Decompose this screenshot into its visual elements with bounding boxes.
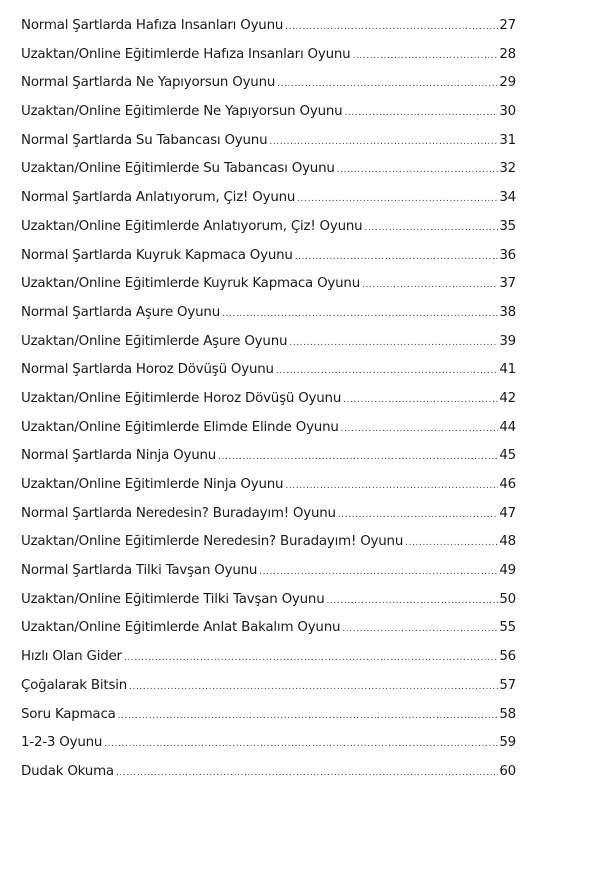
toc-entry-title: Uzaktan/Online Eğitimlerde Horoz Dövüşü Oyunu bbox=[21, 390, 342, 406]
toc-entry-page: 38 bbox=[499, 304, 516, 320]
toc-entry-title: Dudak Okuma bbox=[21, 763, 114, 779]
dot-leader bbox=[364, 223, 498, 233]
dot-leader bbox=[352, 51, 498, 61]
toc-entry[interactable] bbox=[21, 506, 516, 535]
dot-leader bbox=[116, 768, 498, 778]
toc-entry-page: 41 bbox=[499, 362, 516, 378]
toc-entry-title: Uzaktan/Online Eğitimlerde Anlatıyorum, Çiz! Oyunu bbox=[21, 218, 363, 234]
dot-leader bbox=[344, 108, 498, 118]
toc-entry-page: 46 bbox=[499, 477, 516, 492]
toc-entry-page: 42 bbox=[499, 390, 516, 406]
toc-entry[interactable] bbox=[21, 477, 516, 506]
dot-leader bbox=[218, 452, 498, 462]
toc-entry[interactable] bbox=[21, 276, 516, 305]
dot-leader bbox=[276, 366, 499, 376]
dot-leader bbox=[277, 79, 498, 89]
toc-entry-page: 50 bbox=[499, 591, 516, 607]
toc-entry-page: 45 bbox=[499, 448, 516, 464]
toc-entry[interactable] bbox=[21, 592, 516, 621]
dot-leader bbox=[259, 567, 498, 577]
toc-entry[interactable] bbox=[21, 47, 516, 76]
toc-entry[interactable] bbox=[21, 563, 516, 592]
toc-entry-page: 44 bbox=[499, 419, 516, 435]
toc-entry[interactable] bbox=[21, 334, 516, 363]
toc-entry-title: Normal Şartlarda Aşure Oyunu bbox=[21, 304, 220, 320]
toc-entry[interactable] bbox=[21, 707, 516, 736]
toc-entry-page: 56 bbox=[499, 649, 516, 665]
dot-leader bbox=[327, 596, 499, 606]
dot-leader bbox=[297, 194, 498, 204]
toc-entry-title: Uzaktan/Online Eğitimlerde Kuyruk Kapmaca Oyunu bbox=[21, 276, 360, 292]
toc-entry-page: 29 bbox=[499, 75, 516, 91]
toc-entry-title: Uzaktan/Online Eğitimlerde Ninja Oyunu bbox=[21, 477, 284, 492]
toc-entry-page: 55 bbox=[499, 620, 516, 636]
toc-entry-title: Uzaktan/Online Eğitimlerde Aşure Oyunu bbox=[21, 333, 288, 349]
toc-entry-page: 48 bbox=[499, 534, 516, 550]
toc-entry[interactable] bbox=[21, 534, 516, 563]
toc-entry-title: Uzaktan/Online Eğitimlerde Neredesin? Buradayım! Oyunu bbox=[21, 534, 404, 550]
toc-entry-title: Normal Şartlarda Ninja Oyunu bbox=[21, 448, 217, 464]
toc-entry-title: Normal Şartlarda Tilki Tavşan Oyunu bbox=[21, 563, 258, 579]
toc-entry-page: 28 bbox=[499, 46, 516, 62]
dot-leader bbox=[285, 481, 498, 491]
toc-entry[interactable] bbox=[21, 620, 516, 649]
toc-entry-page: 39 bbox=[499, 333, 516, 349]
toc-entry-page: 34 bbox=[499, 190, 516, 206]
dot-leader bbox=[104, 739, 498, 749]
toc-entry[interactable] bbox=[21, 649, 516, 678]
toc-entry-title: Soru Kapmaca bbox=[21, 706, 116, 722]
toc-entry[interactable] bbox=[21, 190, 516, 219]
dot-leader bbox=[222, 309, 498, 319]
toc-entry-title: Uzaktan/Online Eğitimlerde Hafıza İnsanları Oyunu bbox=[21, 46, 351, 62]
toc-entry-page: 36 bbox=[499, 247, 516, 263]
toc-entry[interactable] bbox=[21, 448, 516, 477]
toc-entry[interactable] bbox=[21, 420, 516, 449]
toc-entry-title: Çoğalarak Bitsin bbox=[21, 677, 128, 693]
toc-entry[interactable] bbox=[21, 305, 516, 334]
toc-entry-title: Normal Şartlarda Anlatıyorum, Çiz! Oyunu bbox=[21, 190, 296, 206]
toc-entry[interactable] bbox=[21, 104, 516, 133]
toc-entry-page: 35 bbox=[499, 218, 516, 234]
toc-entry[interactable] bbox=[21, 678, 516, 707]
toc-entry[interactable] bbox=[21, 161, 516, 190]
dot-leader bbox=[269, 137, 498, 147]
toc-entry-title: 1-2-3 Oyunu bbox=[21, 735, 103, 751]
toc-entry-title: Normal Şartlarda Hafıza İnsanları Oyunu bbox=[21, 18, 284, 33]
toc-entry-title: Normal Şartlarda Neredesin? Buradayım! Oyunu bbox=[21, 505, 336, 521]
dot-leader bbox=[337, 165, 499, 175]
toc-entry-title: Normal Şartlarda Su Tabancası Oyunu bbox=[21, 132, 268, 148]
toc-entry[interactable] bbox=[21, 75, 516, 104]
dot-leader bbox=[124, 653, 498, 663]
toc-entry-page: 31 bbox=[499, 132, 516, 148]
toc-entry[interactable] bbox=[21, 764, 516, 793]
toc-entry-page: 32 bbox=[499, 161, 516, 177]
toc-entry[interactable] bbox=[21, 219, 516, 248]
toc-entry-page: 58 bbox=[499, 706, 516, 722]
toc-entry-page: 49 bbox=[499, 563, 516, 579]
toc-entry-title: Uzaktan/Online Eğitimlerde Ne Yapıyorsun Oyunu bbox=[21, 104, 343, 120]
dot-leader bbox=[285, 22, 498, 32]
toc-entry-page: 30 bbox=[499, 104, 516, 120]
toc-entry[interactable] bbox=[21, 362, 516, 391]
dot-leader bbox=[341, 424, 499, 434]
dot-leader bbox=[405, 538, 498, 548]
toc-entry-page: 37 bbox=[499, 276, 516, 292]
toc-entry[interactable] bbox=[21, 391, 516, 420]
toc-entry[interactable] bbox=[21, 248, 516, 277]
toc-entry-title: Normal Şartlarda Ne Yapıyorsun Oyunu bbox=[21, 75, 276, 91]
toc-entry-page: 27 bbox=[499, 18, 516, 33]
dot-leader bbox=[342, 624, 498, 634]
table-of-contents bbox=[21, 18, 516, 793]
toc-entry-page: 59 bbox=[499, 735, 516, 751]
dot-leader bbox=[289, 338, 498, 348]
toc-entry[interactable] bbox=[21, 18, 516, 47]
dot-leader bbox=[118, 711, 499, 721]
toc-entry-title: Hızlı Olan Gider bbox=[21, 649, 122, 665]
toc-entry-title: Uzaktan/Online Eğitimlerde Su Tabancası Oyunu bbox=[21, 161, 335, 177]
toc-entry-page: 47 bbox=[499, 505, 516, 521]
dot-leader bbox=[362, 280, 498, 290]
toc-entry-title: Uzaktan/Online Eğitimlerde Anlat Bakalım Oyunu bbox=[21, 620, 341, 636]
dot-leader bbox=[129, 682, 498, 692]
toc-entry-page: 60 bbox=[499, 763, 516, 779]
toc-entry-title: Uzaktan/Online Eğitimlerde Tilki Tavşan Oyunu bbox=[21, 591, 325, 607]
toc-entry-title: Uzaktan/Online Eğitimlerde Elimde Elinde Oyunu bbox=[21, 419, 339, 435]
toc-entry-page: 57 bbox=[499, 677, 516, 693]
dot-leader bbox=[295, 252, 499, 262]
toc-entry-title: Normal Şartlarda Horoz Dövüşü Oyunu bbox=[21, 362, 274, 378]
toc-entry[interactable] bbox=[21, 735, 516, 764]
dot-leader bbox=[338, 510, 499, 520]
toc-entry-title: Normal Şartlarda Kuyruk Kapmaca Oyunu bbox=[21, 247, 293, 263]
toc-entry[interactable] bbox=[21, 133, 516, 162]
dot-leader bbox=[343, 395, 498, 405]
